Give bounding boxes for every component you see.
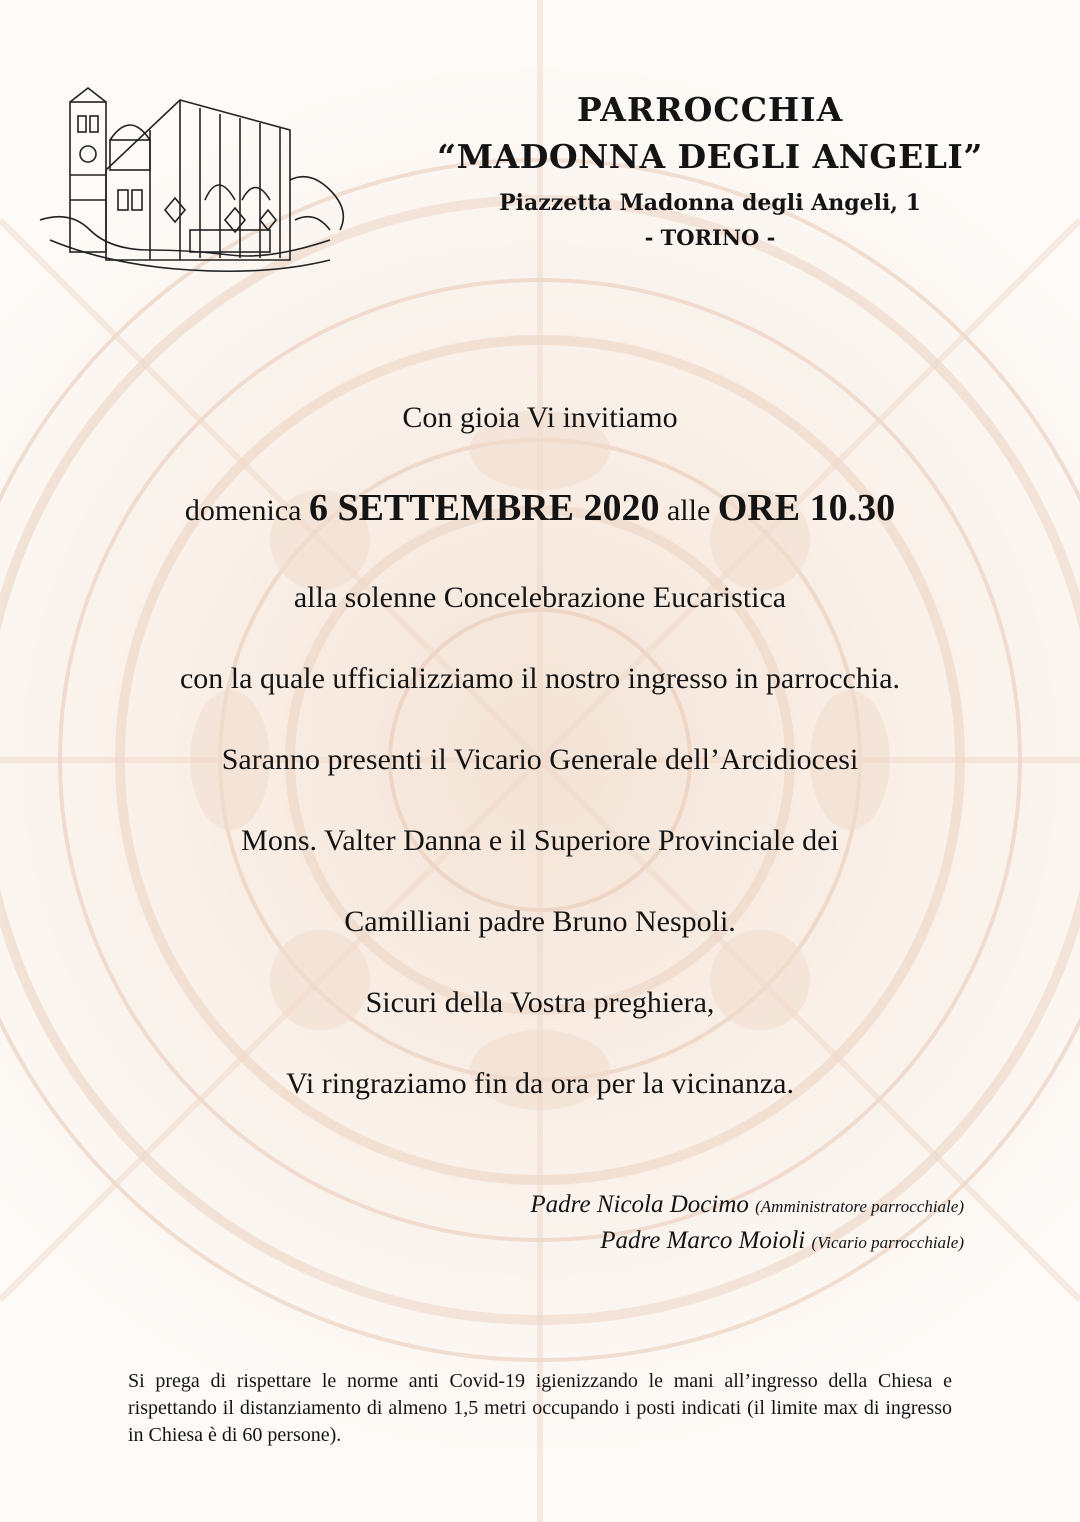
invitation-date-line xyxy=(0,484,1080,535)
invitation-mons-line: Mons. Valter Danna e il Superiore Provinciale dei xyxy=(241,824,839,857)
invitation-thanks-line: Vi ringraziamo fin da ora per la vicinanza. xyxy=(286,1067,794,1100)
invitation-camilliani-line: Camilliani padre Bruno Nespoli. xyxy=(344,905,736,938)
event-time: ORE 10.30 xyxy=(717,487,896,529)
signature-role: (Vicario parrocchiale) xyxy=(811,1233,964,1252)
signature-line xyxy=(530,1188,964,1224)
signature-role: (Amministratore parrocchiale) xyxy=(755,1197,964,1216)
parish-title: PARROCCHIA xyxy=(576,90,844,129)
signature-line xyxy=(530,1224,964,1260)
invitation-mass-line: alla solenne Concelebrazione Eucaristica xyxy=(293,581,787,614)
time-prefix: alle xyxy=(659,494,718,527)
covid-notice: Si prega di rispettare le norme anti Covid-19 igienizzando le mani all’ingresso della Chiesa e rispettando il distanziamento di almeno 1,5 metri occupando i posti indicati (il limite max di ingresso in Chiesa è di 60 persone). xyxy=(128,1370,952,1446)
parish-address: Piazzetta Madonna degli Angeli, 1 xyxy=(499,190,921,216)
invitation-vicar-line: Saranno presenti il Vicario Generale dell’Arcidiocesi xyxy=(221,743,859,776)
signature-name: Padre Nicola Docimo xyxy=(530,1191,749,1218)
parish-header xyxy=(380,88,1040,254)
parish-city: - TORINO - xyxy=(644,225,776,250)
invitation-prayer-line: Sicuri della Vostra preghiera, xyxy=(365,986,715,1019)
signatures xyxy=(530,1188,964,1260)
invitation-intro: Con gioia Vi invitiamo xyxy=(402,401,678,434)
parish-name: “MADONNA DEGLI ANGELI” xyxy=(437,137,983,176)
invitation-entry-line: con la quale ufficializziamo il nostro ingresso in parrocchia. xyxy=(179,662,901,695)
date-prefix: domenica xyxy=(184,494,309,527)
event-date: 6 SETTEMBRE 2020 xyxy=(308,487,660,529)
church-building-sketch-icon xyxy=(30,80,350,280)
signature-name: Padre Marco Moioli xyxy=(600,1227,806,1254)
